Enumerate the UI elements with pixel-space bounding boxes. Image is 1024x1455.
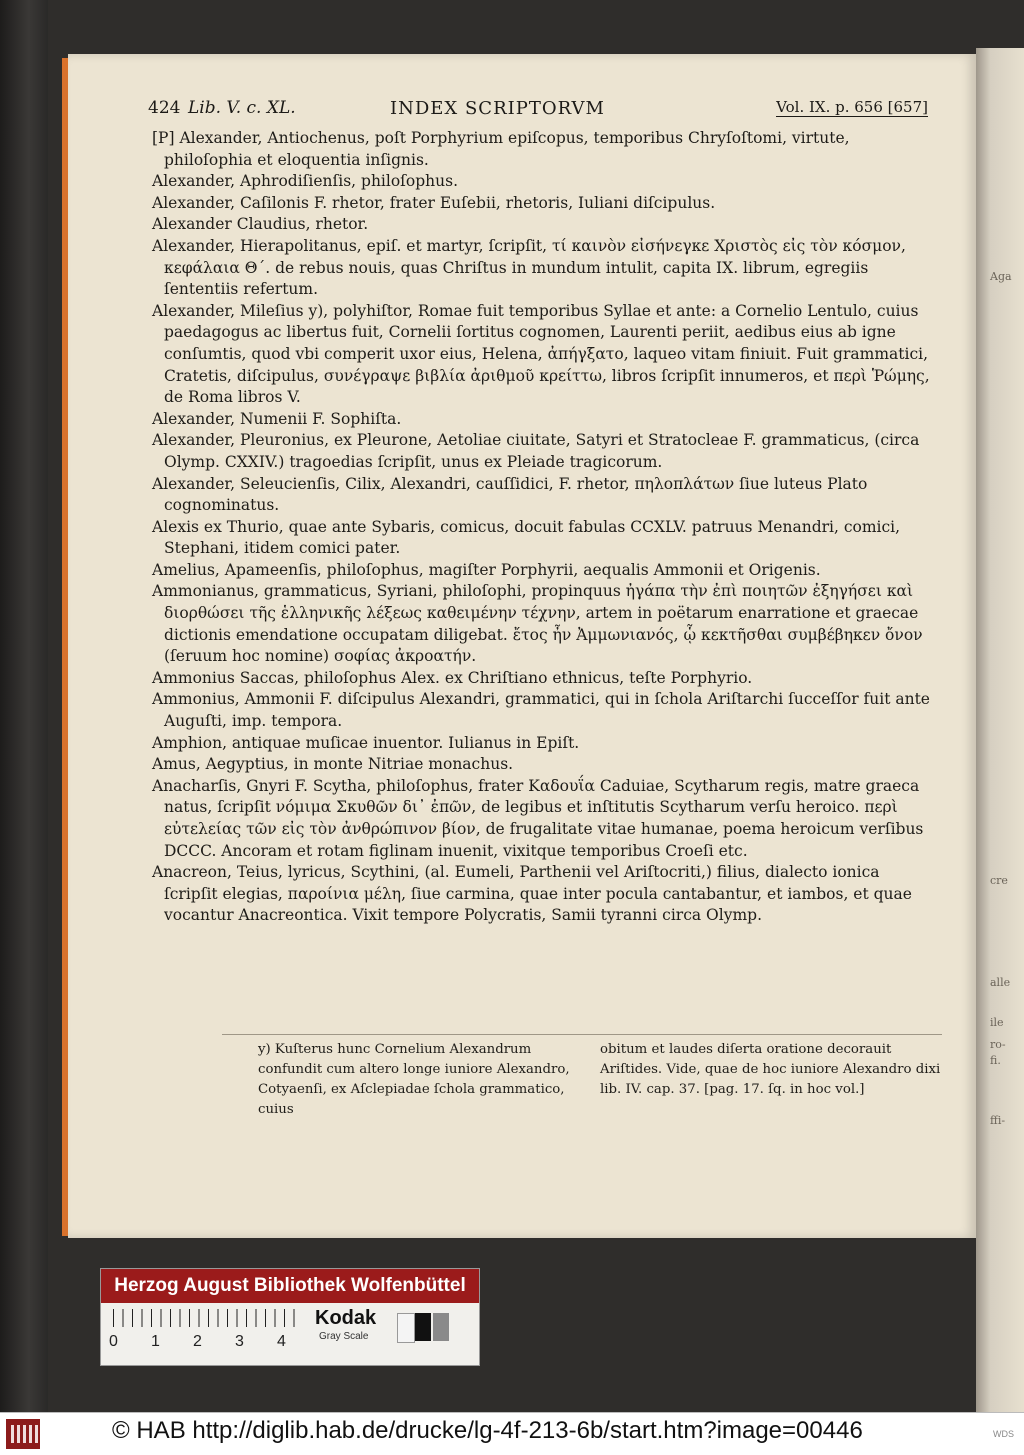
index-entry: Alexander, Numenii F. Sophiſta. [152,409,402,428]
facing-page-fragment: ffi- [990,1114,1006,1127]
index-entry: Ammonianus, grammaticus, Syriani, philoſophi, propinquus ἠγάπα τὴν ἐπὶ ποιητῶν ἐξηγήσει καὶ διορθώσει τῆς ἑλληνικῆς λέξεως καθειμένην τέχνην, artem in poëtarum enarratione et graecae dictionis emendatione occupatam diligebat. ἔτος ἦν Ἀμμωνιανός, ᾧ κεκτῆσθαι συμβέβηκεν ὄνον (ſeruum hoc nomine) σοφίας ἀκροατήν. [152,582,923,666]
index-entry: Alexander Claudius, rhetor. [152,215,369,234]
index-entry: Ammonius, Ammonii F. diſcipulus Alexandri, grammatici, qui in ſchola Ariſtarchi ſucceſſor fuit ante Auguſti, imp. tempora. [152,690,930,731]
index-entry: Anacreon, Teius, lyricus, Scythini, (al. Eumeli, Parthenii vel Ariſtocriti,) filius, dialecto ionica ſcripſit elegias, παροίνια μέλη, ſiue carmina, quae inter pocula cantabantur, et iambos, et quae vocantur Anacreontica. Vixit tempore Polycratis, Samii tyranni circa Olymp. [152,863,912,925]
index-entry: Alexander, Hierapolitanus, epiſ. et martyr, ſcripſit, τί καινὸν εἰσήνεγκε Χριστὸς εἰς τὸν κόσμον, κεφάλαια Θ΄. de rebus nouis, quas Chriſtus in mundum intulit, capita IX. librum, egregiis ſententiis refertum. [152,236,906,299]
index-entry: [P] Alexander, Antiochenus, poſt Porphyrium epiſcopus, temporibus Chryſoſtomi, virtute, philoſophia et eloquentia inſignis. [152,129,850,169]
footnote-right-column: obitum et laudes diſerta oratione decorauit Ariſtides. Vide, quae de hoc iuniore Alexandro dixi lib. IV. cap. 37. [pag. 17. ſq. in hoc vol.] [600,1042,941,1097]
index-entry: Amelius, Apameenſis, philoſophus, magiſter Porphyrii, aequalis Ammonii et Origenis. [152,560,821,579]
kodak-logo: Kodak [315,1307,377,1329]
index-entry: Alexander, Pleuronius, ex Pleurone, Aetoliae ciuitate, Satyri et Stratocleae F. grammaticus, (circa Olymp. CXXIV.) tragoedias ſcripſit, unus ex Pleiade tragicorum. [152,431,920,471]
hab-logo-icon [6,1419,40,1449]
volume-reference: Vol. IX. p. 656 [657] [776,98,928,116]
measurement-ruler [113,1309,303,1327]
gray-swatch-white [397,1313,415,1343]
index-entry: Alexander, Aphrodiſienſis, philoſophus. [152,172,459,191]
ruler-number: 0 [109,1333,118,1350]
facing-page-fragment: cre [990,874,1008,887]
facing-page-fragment: ro- [990,1038,1006,1051]
footnote-divider [222,1034,942,1035]
facing-page-fragment: Aga [990,270,1012,283]
footnote-left-column: y) Kuſterus hunc Cornelium Alexandrum confundit cum altero longe iuniore Alexandro, Cotyaenſi, ex Aſclepiadae ſchola grammatico, cuius [258,1042,570,1117]
page-header [148,98,928,124]
index-entry: Amus, Aegyptius, in monte Nitriae monachus. [152,755,514,774]
index-entry: Alexander, Seleucienſis, Cilix, Alexandri, cauſſidici, F. rhetor, πηλοπλάτων ſiue luteus Plato cognominatus. [152,474,868,515]
index-entry: Anacharſis, Gnyri F. Scytha, philoſophus, frater Καδουΐα Caduiae, Scytharum regis, matre graeca natus, ſcripſit νόμιμα Σκυθῶν δι᾽ ἐπῶν, de legibus et inſtitutis Scytharum verſu heroico. περὶ εὐτελείας τῶν εἰς τὸν ἀνθρώπινον βίον, de frugalitate vitae humanae, poema heroicum verſibus DCCC. Ancoram et rotam figlinam inuenit, vixitque temporibus Croeſi etc. [152,776,924,860]
page-title: INDEX SCRIPTORVM [390,98,605,119]
index-entries [152,128,932,927]
facing-page-edge [976,48,1024,1412]
ruler-numbers [109,1333,319,1351]
color-calibration-card [100,1268,480,1366]
gray-scale-label: Gray Scale [319,1331,369,1342]
index-entry: Alexis ex Thurio, quae ante Sybaris, comicus, docuit fabulas CCXLV. patruus Menandri, comici, Stephani, itidem comici pater. [152,517,901,558]
ruler-number: 3 [235,1333,244,1350]
library-name: Herzog August Bibliothek Wolfenbüttel [101,1269,479,1303]
copyright-url[interactable]: © HAB http://diglib.hab.de/drucke/lg-4f-213-6b/start.htm?image=00446 [112,1417,863,1444]
ruler-number: 4 [277,1333,286,1350]
page-number: 424 [148,98,181,118]
ruler-number: 2 [193,1333,202,1350]
facing-page-fragment: fi. [990,1054,1001,1067]
index-entry: Ammonius Saccas, philoſophus Alex. ex Chriſtiano ethnicus, teſte Porphyrio. [152,668,753,687]
facing-page-fragment: ile [990,1016,1004,1029]
gray-swatch-mid [433,1313,449,1341]
index-entry: Alexander, Mileſius y), polyhiſtor, Romae fuit temporibus Syllae et ante: a Cornelio Lentulo, cuius paedagogus ac libertus fuit, Cornelii ſortitus cognomen, Laurenti periit, aedibus eius ab igne conſumtis, quod vbi comperit uxor eius, Helena, ἀπήγξατο, laqueo vitam finiuit. Fuit grammatici, Cratetis, diſcipulus, συνέγραψε βιβλία ἀριθμοῦ κρείττω, libros ſcripſit innumeros, et περὶ Ῥώμης, de Roma libros V. [152,301,930,407]
ruler-number: 1 [151,1333,160,1350]
footer-mark: WDS [993,1429,1014,1439]
footer-bar [0,1412,1024,1455]
gray-swatch-black [415,1313,431,1341]
index-entry: Amphion, antiquae muſicae inuentor. Iulianus in Epiſt. [152,733,580,752]
facing-page-fragment: alle [990,976,1011,989]
book-spine [0,0,48,1412]
index-entry: Alexander, Caſilonis F. rhetor, frater Euſebii, rhetoris, Iuliani diſcipulus. [152,193,716,212]
running-head: Lib. V. c. XL. [188,98,296,118]
